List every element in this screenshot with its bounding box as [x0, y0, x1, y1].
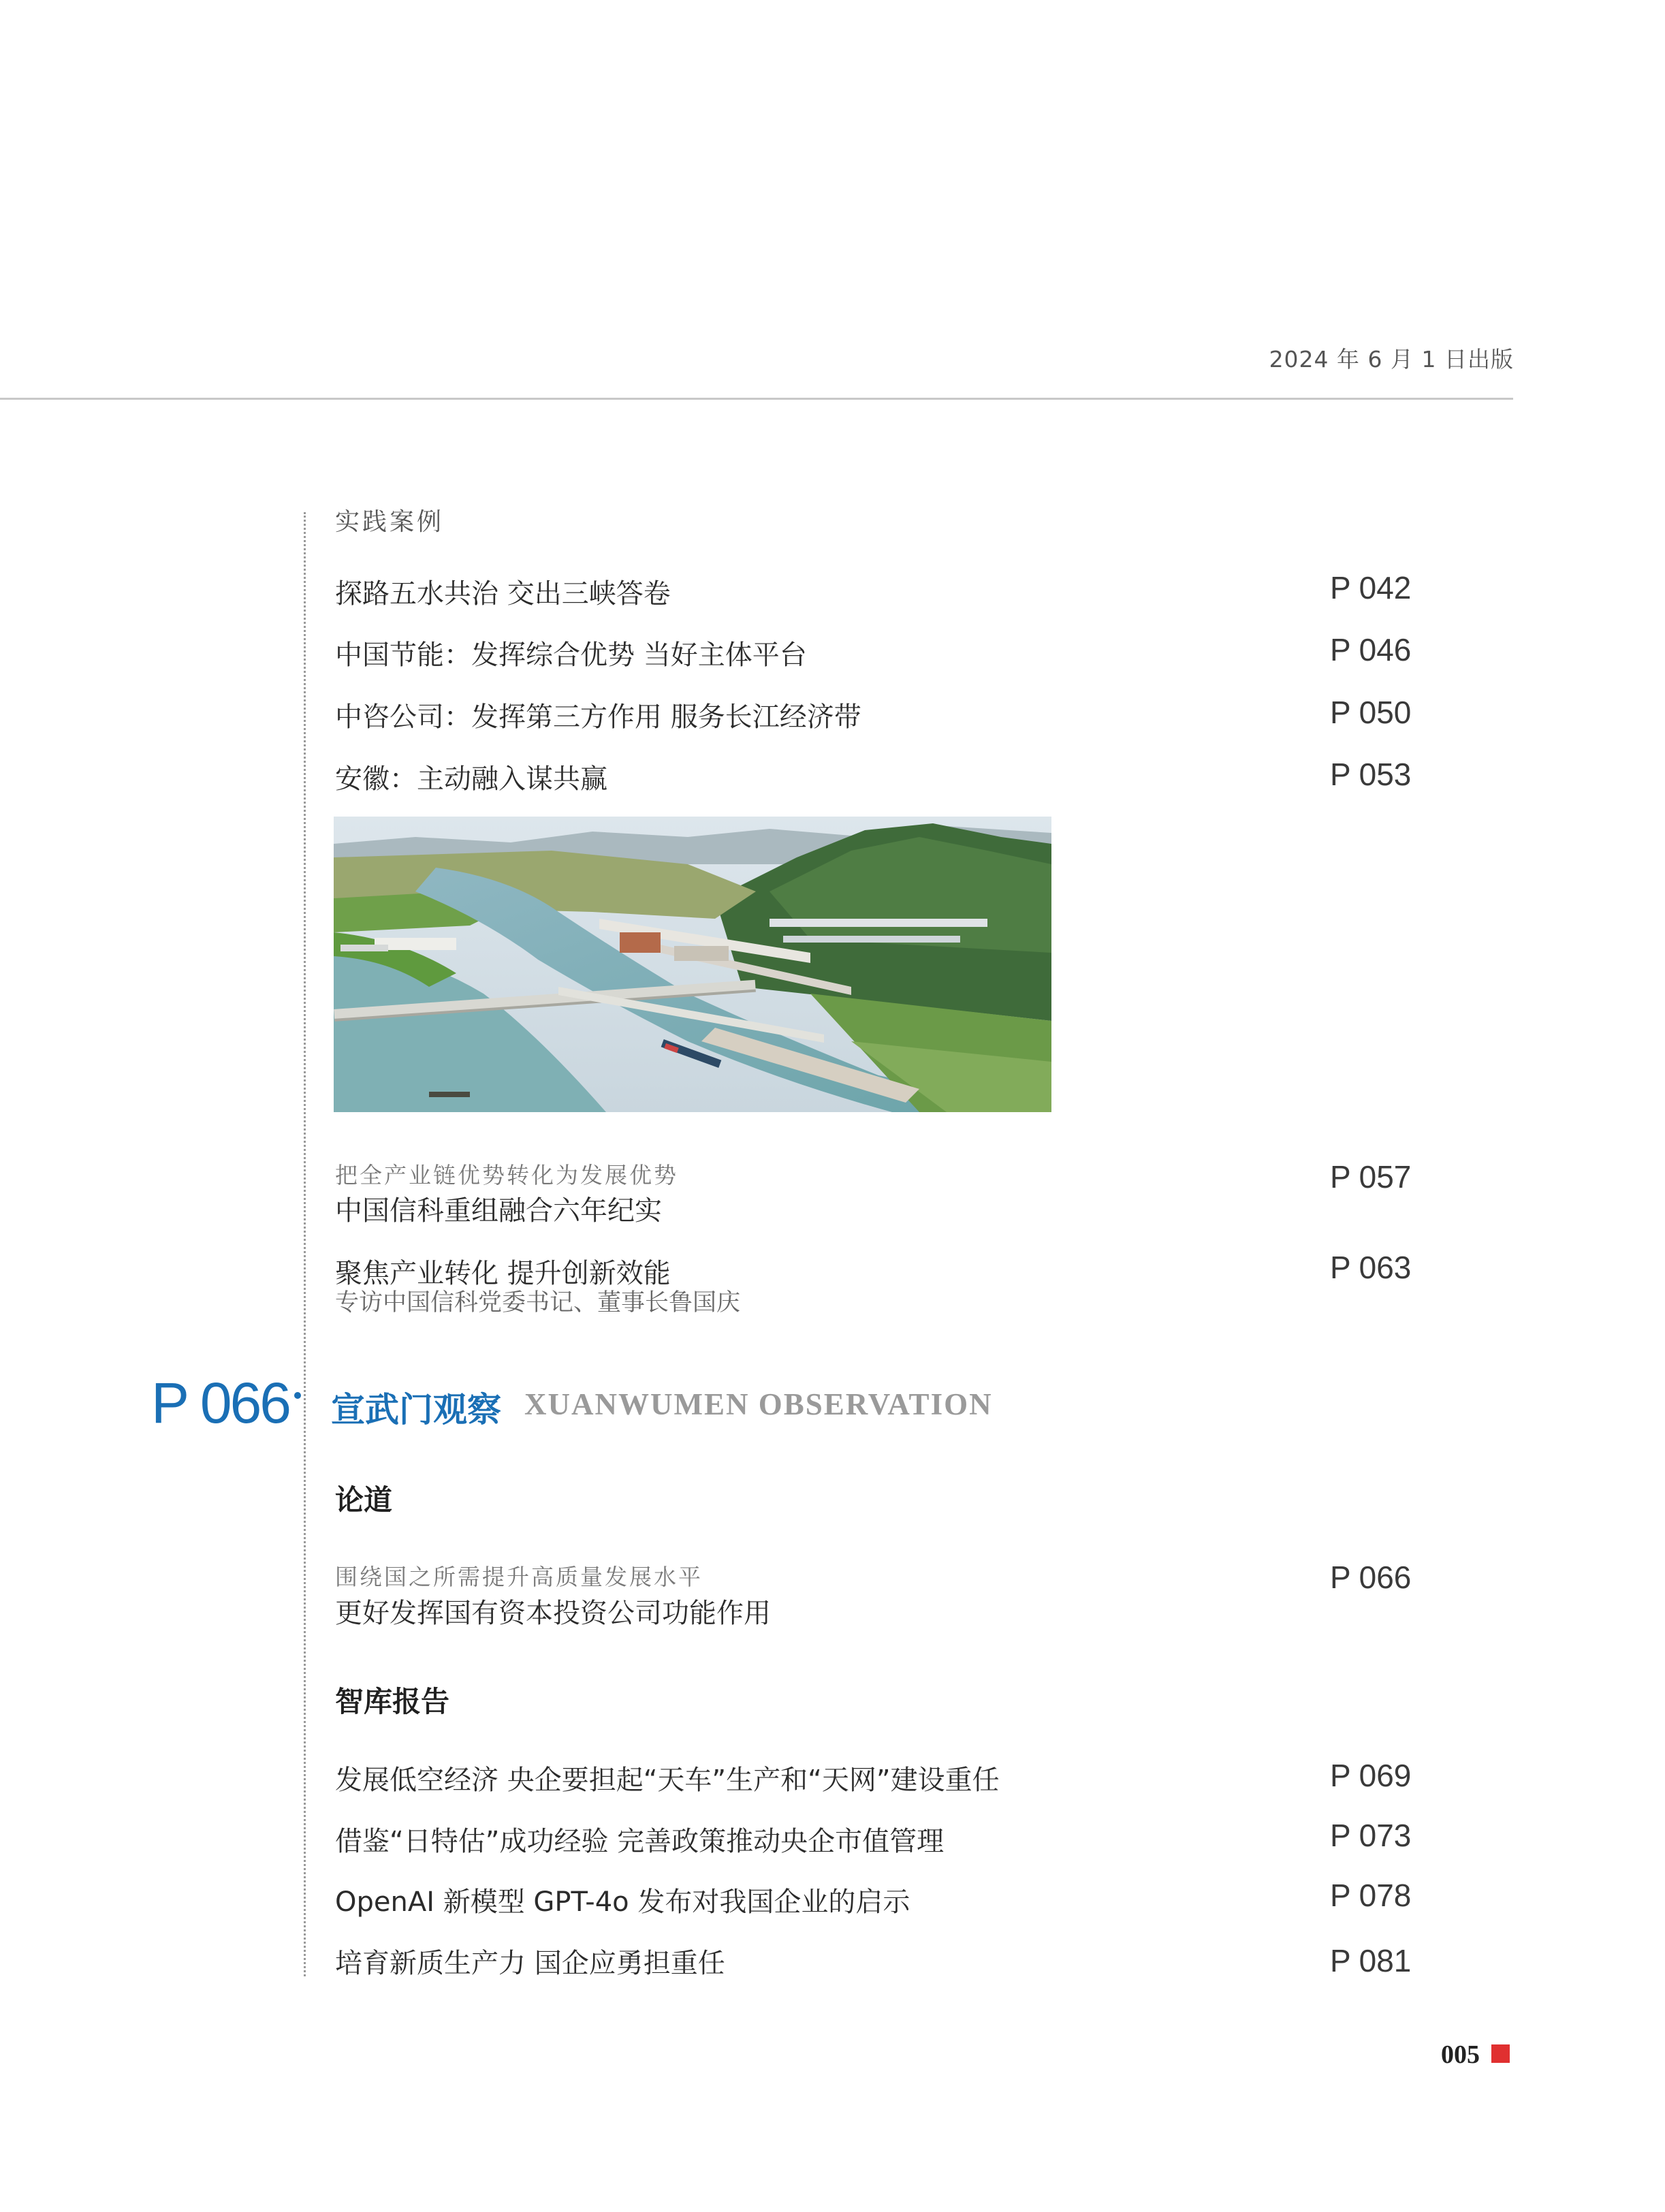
publication-date: 2024 年 6 月 1 日出版: [1269, 346, 1514, 373]
toc-title-feature-2[interactable]: 聚焦产业转化 提升创新效能: [335, 1258, 671, 1289]
toc-title-practice-1[interactable]: 探路五水共治 交出三峡答卷: [335, 578, 671, 610]
header-divider: [0, 398, 1513, 400]
toc-title-practice-3[interactable]: 中咨公司：发挥第三方作用 服务长江经济带: [335, 701, 861, 733]
toc-page-practice-2[interactable]: P 046: [1330, 632, 1412, 667]
toc-page-practice-1[interactable]: P 042: [1330, 570, 1412, 605]
section-dot: [294, 1392, 301, 1399]
toc-title-feature-1[interactable]: 中国信科重组融合六年纪实: [335, 1195, 662, 1227]
section-title-cn: 宣武门观察: [331, 1389, 501, 1429]
folio-red-square: [1491, 2044, 1510, 2063]
toc-page-feature-1[interactable]: P 057: [1330, 1159, 1412, 1195]
toc-dotted-rule: [304, 512, 306, 1976]
toc-page-zhiku-3[interactable]: P 078: [1330, 1878, 1412, 1913]
toc-title-zhiku-4[interactable]: 培育新质生产力 国企应勇担重任: [335, 1948, 725, 1979]
toc-page-zhiku-1[interactable]: P 069: [1330, 1758, 1412, 1793]
toc-title-zhiku-3[interactable]: OpenAI 新模型 GPT-4o 发布对我国企业的启示: [335, 1886, 910, 1918]
aerial-river-lock-photo: [334, 817, 1051, 1112]
section-page-number[interactable]: P 066: [151, 1371, 289, 1435]
section-title-en: XUANWUMEN OBSERVATION: [524, 1387, 993, 1421]
toc-page-practice-4[interactable]: P 053: [1330, 757, 1412, 792]
heading-zhiku: 智库报告: [335, 1685, 450, 1718]
toc-kicker-lundao: 围绕国之所需提升高质量发展水平: [335, 1564, 703, 1590]
toc-title-lundao[interactable]: 更好发挥国有资本投资公司功能作用: [335, 1598, 771, 1629]
toc-title-practice-4[interactable]: 安徽：主动融入谋共赢: [335, 763, 607, 795]
toc-title-practice-2[interactable]: 中国节能：发挥综合优势 当好主体平台: [335, 639, 807, 671]
toc-kicker-feature-1: 把全产业链优势转化为发展优势: [335, 1162, 678, 1188]
page-folio-number: 005: [1441, 2040, 1480, 2069]
heading-lundao: 论道: [335, 1483, 393, 1517]
toc-page-feature-2[interactable]: P 063: [1330, 1250, 1412, 1285]
toc-page-zhiku-4[interactable]: P 081: [1330, 1943, 1412, 1978]
toc-page-zhiku-2[interactable]: P 073: [1330, 1818, 1412, 1853]
toc-page-practice-3[interactable]: P 050: [1330, 695, 1412, 730]
toc-page-lundao[interactable]: P 066: [1330, 1560, 1412, 1595]
toc-subtitle-feature-2: 专访中国信科党委书记、董事长鲁国庆: [335, 1289, 741, 1316]
toc-title-zhiku-1[interactable]: 发展低空经济 央企要担起“天车”生产和“天网”建设重任: [335, 1765, 1000, 1796]
section-label-practice: 实践案例: [335, 508, 445, 536]
toc-title-zhiku-2[interactable]: 借鉴“日特估”成功经验 完善政策推动央企市值管理: [335, 1826, 945, 1857]
